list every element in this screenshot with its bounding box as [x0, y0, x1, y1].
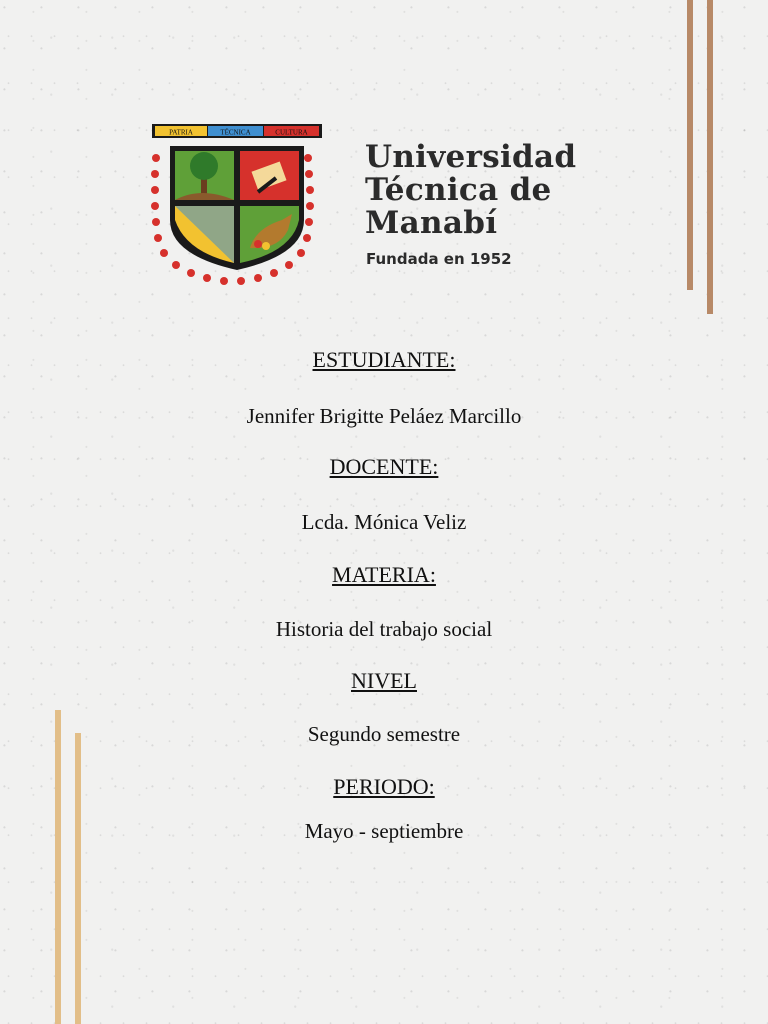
university-name-line-3: Manabí: [365, 205, 498, 241]
university-name-line-1: Universidad: [365, 139, 577, 175]
student-label-block: [0, 347, 768, 373]
period-value-block: [0, 819, 768, 844]
student-value-block: [0, 404, 768, 429]
teacher-name: Lcda. Mónica Veliz: [301, 510, 467, 534]
teacher-label: DOCENTE:: [329, 454, 439, 479]
period-label: PERIODO:: [333, 774, 435, 799]
period-label-block: [0, 774, 768, 800]
student-label: ESTUDIANTE:: [312, 347, 456, 372]
decorative-line-top-1: [687, 0, 693, 290]
decorative-line-top-2: [707, 0, 713, 314]
university-name: [365, 141, 576, 240]
subject-value-block: [0, 617, 768, 642]
teacher-value-block: [0, 510, 768, 535]
university-crest-logo: [146, 120, 328, 288]
level-label: NIVEL: [351, 668, 417, 693]
subject-label-block: [0, 562, 768, 588]
period-value: Mayo - septiembre: [304, 819, 464, 843]
teacher-label-block: [0, 454, 768, 480]
motto-cultura: CULTURA: [275, 128, 308, 137]
student-name: Jennifer Brigitte Peláez Marcillo: [246, 404, 522, 428]
university-name-line-2: Técnica de: [365, 172, 552, 208]
motto-tecnica: TÉCNICA: [220, 128, 251, 137]
subject-label: MATERIA:: [332, 562, 436, 587]
founded-year: Fundada en 1952: [366, 250, 512, 268]
motto-patria: PATRIA: [169, 128, 193, 137]
level-value-block: [0, 722, 768, 747]
subject-name: Historia del trabajo social: [275, 617, 493, 641]
level-label-block: [0, 668, 768, 694]
decorative-line-bottom-1: [55, 710, 61, 1024]
level-value: Segundo semestre: [307, 722, 461, 746]
